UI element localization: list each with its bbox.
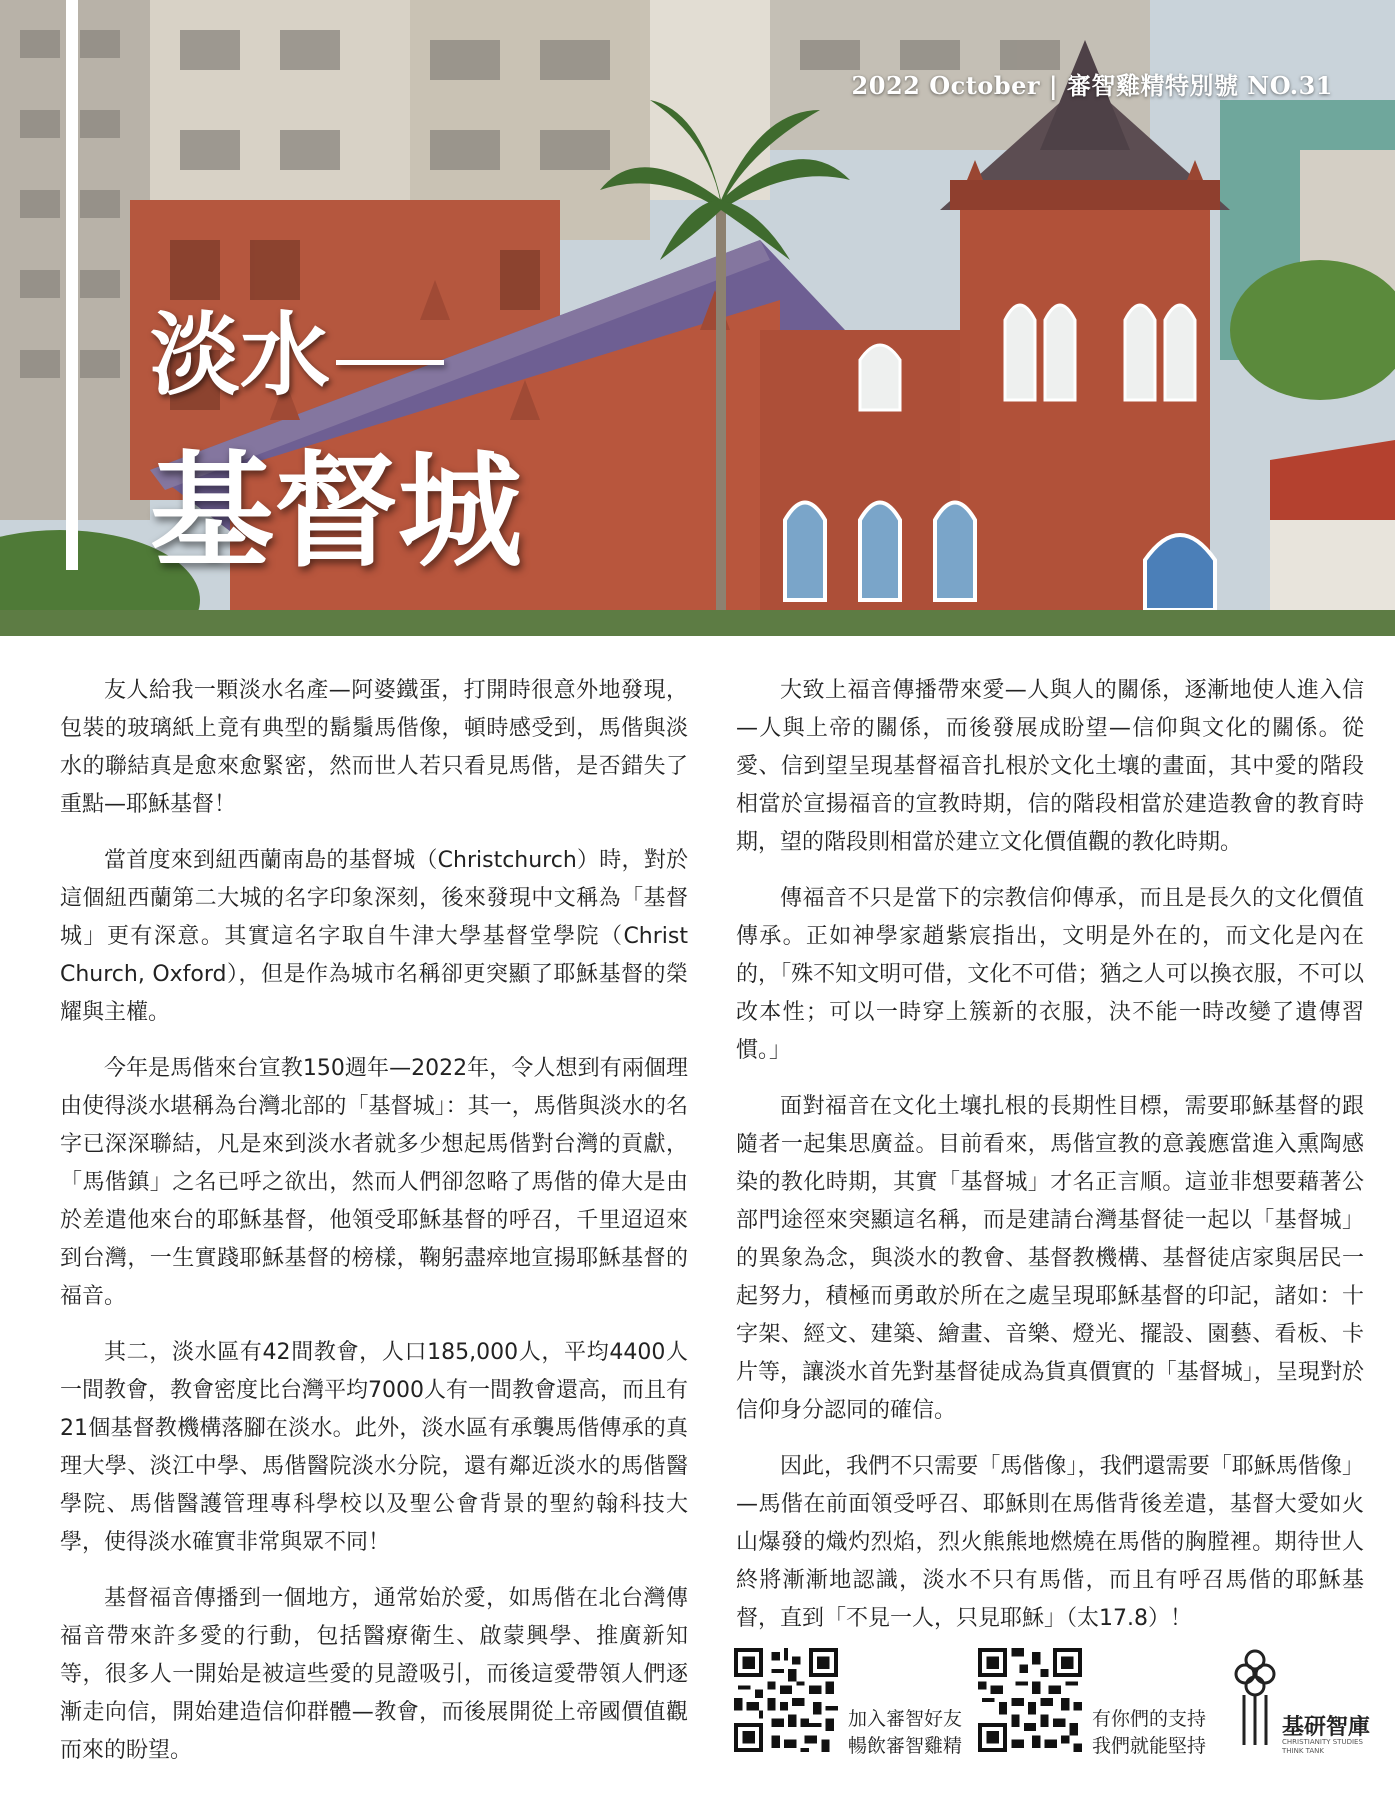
qr1-caption	[848, 1706, 962, 1760]
title-accent-bar	[66, 0, 78, 570]
footer	[730, 1640, 1370, 1770]
qr1-caption-line1: 加入審智好友	[848, 1708, 963, 1730]
paragraph: 其二，淡水區有42間教會，人口185,000人，平均4400人一間教會，教會密度比台灣平均7000人有一間教會還高，而且有21個基督教機構落腳在淡水。此外，淡水區有承襲馬偕傳承的真理大學、淡江中學、馬偕醫院淡水分院，還有鄰近淡水的馬偕醫學院、馬偕醫護管理專科學校以及聖公會背景的聖約翰科技大學，使得淡水確實非常與眾不同！	[60, 1340, 688, 1555]
qr2-caption-line2: 我們就能堅持	[1092, 1735, 1207, 1757]
qr-code-icon[interactable]	[978, 1648, 1082, 1752]
hero-photo	[0, 0, 1395, 636]
paragraph: 今年是馬偕來台宣教150週年—2022年，令人想到有兩個理由使得淡水堪稱為台灣北部的「基督城」：其一，馬偕與淡水的名字已深深聯結，凡是來到淡水者就多少想起馬偕對台灣的貢獻，「馬偕鎮」之名已呼之欲出，然而人們卻忽略了馬偕的偉大是由於差遣他來台的耶穌基督，他領受耶穌基督的呼召，千里迢迢來到台灣，一生實踐耶穌基督的榜樣，鞠躬盡瘁地宣揚耶穌基督的福音。	[60, 1056, 688, 1309]
qr-code-icon[interactable]	[734, 1648, 838, 1752]
logo-subtitle-line2: THINK TANK	[1282, 1747, 1325, 1755]
issue-label: 2022 October | 審智雞精特別號 NO.31	[851, 71, 1333, 100]
qr2-caption	[1092, 1706, 1206, 1760]
logo-subtitle-line1: CHRISTIANITY STUDIES	[1282, 1738, 1363, 1746]
qr1-caption-line2: 暢飲審智雞精	[848, 1735, 963, 1757]
paragraph: 大致上福音傳播帶來愛—人與人的關係，逐漸地使人進入信—人與上帝的關係，而後發展成盼望—信仰與文化的關係。從愛、信到望呈現基督福音扎根於文化土壤的畫面，其中愛的階段相當於宣揚福音的宣教時期，信的階段相當於建造教會的教育時期，望的階段則相當於建立文化價值觀的教化時期。	[736, 678, 1364, 855]
paragraph: 友人給我一顆淡水名產—阿婆鐵蛋，打開時很意外地發現，包裝的玻璃紙上竟有典型的鬍鬚馬偕像，頓時感受到，馬偕與淡水的聯結真是愈來愈緊密，然而世人若只看見馬偕，是否錯失了重點—耶穌基督！	[60, 678, 688, 817]
paragraph: 傳福音不只是當下的宗教信仰傳承，而且是長久的文化價值傳承。正如神學家趙紫宸指出，文明是外在的，而文化是內在的，「殊不知文明可借，文化不可借；猶之人可以換衣服，不可以改本性；可以一時穿上簇新的衣服，決不能一時改變了遺傳習慣。」	[736, 886, 1364, 1063]
title-line-2: 基督城	[150, 439, 523, 584]
title-line-1-text: 淡水	[150, 302, 330, 408]
article-column-right	[736, 672, 1364, 1656]
title-line-1	[150, 302, 444, 408]
qr2-caption-line1: 有你們的支持	[1092, 1708, 1207, 1730]
logo-subtitle	[1282, 1738, 1363, 1756]
paragraph: 面對福音在文化土壤扎根的長期性目標，需要耶穌基督的跟隨者一起集思廣益。目前看來，馬偕宣教的意義應當進入熏陶感染的教化時期，其實「基督城」才名正言順。這並非想要藉著公部門途徑來突顯這名稱，而是建請台灣基督徒一起以「基督城」的異象為念，與淡水的教會、基督教機構、基督徒店家與居民一起努力，積極而勇敢於所在之處呈現耶穌基督的印記，諸如：十字架、經文、建築、繪畫、音樂、燈光、擺設、園藝、看板、卡片等，讓淡水首先對基督徒成為貨真價實的「基督城」，呈現對於信仰身分認同的確信。	[736, 1094, 1364, 1423]
paragraph: 因此，我們不只需要「馬偕像」，我們還需要「耶穌馬偕像」—馬偕在前面領受呼召、耶穌則在馬偕背後差遣，基督大愛如火山爆發的熾灼烈焰，烈火熊熊地燃燒在馬偕的胸膛裡。期待世人終將漸漸地認識，淡水不只有馬偕，而且有呼召馬偕的耶穌基督，直到「不見一人，只見耶穌」（太17.8）！	[736, 1454, 1364, 1631]
think-tank-logo	[1230, 1640, 1371, 1770]
logo-name: 基研智庫	[1282, 1715, 1371, 1740]
title-dash	[336, 360, 444, 365]
article-column-left	[60, 672, 688, 1788]
paragraph: 基督福音傳播到一個地方，通常始於愛，如馬偕在北台灣傳福音帶來許多愛的行動，包括醫療衛生、啟蒙興學、推廣新知等，很多人一開始是被這些愛的見證吸引，而後這愛帶領人們逐漸走向信，開始建造信仰群體—教會，而後展開從上帝國價值觀而來的盼望。	[60, 1586, 688, 1763]
knot-emblem-icon	[1230, 1640, 1280, 1750]
paragraph: 當首度來到紐西蘭南島的基督城（Christchurch）時，對於這個紐西蘭第二大城的名字印象深刻，後來發現中文稱為「基督城」更有深意。其實這名字取自牛津大學基督堂學院（Christ Church, Oxford），但是作為城市名稱卻更突顯了耶穌基督的榮耀與主權。	[60, 848, 688, 1025]
